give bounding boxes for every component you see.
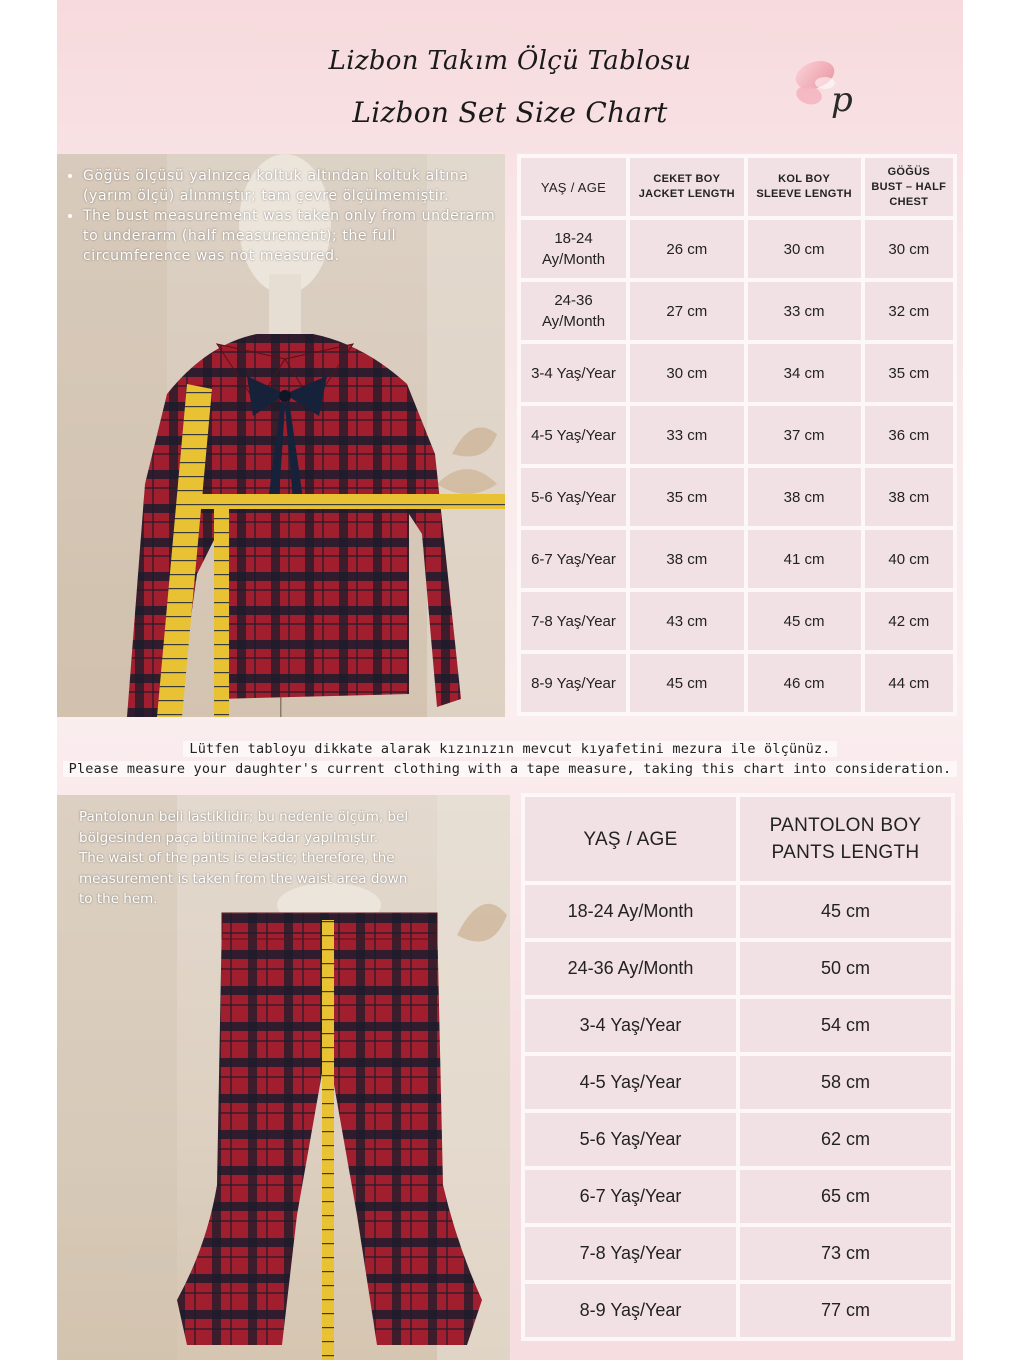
age-cell: 18-24 Ay/Month [525, 885, 736, 938]
table-row [525, 999, 951, 1052]
jacket-measurement-note [65, 166, 497, 266]
age-cell: 4-5 Yaş/Year [521, 406, 626, 464]
jacket-length-cell: 35 cm [630, 468, 744, 526]
table-row [521, 530, 953, 588]
note-line: The waist of the pants is elastic; therefore, the [79, 850, 395, 866]
header-age: YAŞ / AGE [521, 158, 626, 216]
age-cell: 4-5 Yaş/Year [525, 1056, 736, 1109]
title-english: Lizbon Set Size Chart [352, 96, 668, 129]
pants-size-table [521, 793, 955, 1341]
jacket-length-cell: 27 cm [630, 282, 744, 340]
sleeve-length-cell: 46 cm [748, 654, 861, 712]
title-turkish: Lizbon Takım Ölçü Tablosu [328, 46, 692, 76]
note-line: bölgesinden paça bitimine kadar yapılmıştır. [79, 829, 379, 846]
svg-text:p: p [831, 80, 853, 120]
sleeve-length-cell: 30 cm [748, 220, 861, 278]
pants-length-cell: 65 cm [740, 1170, 951, 1223]
age-cell: 6-7 Yaş/Year [521, 530, 626, 588]
header-age: YAŞ / AGE [525, 797, 736, 881]
table-header-row [525, 797, 951, 881]
table-row [521, 654, 953, 712]
pants-photo [57, 795, 510, 1360]
note-bust-turkish: • Göğüs ölçüsü yalnızca koltuk altından koltuk altına (yarım ölçü) alınmıştır; tam çevre ölçülmemiştir. [83, 166, 497, 206]
note-line: Pantolonun beli lastiklidir; bu nedenle ölçüm, bel [79, 809, 409, 825]
age-cell: 6-7 Yaş/Year [525, 1170, 736, 1223]
sleeve-length-cell: 33 cm [748, 282, 861, 340]
age-cell: 5-6 Yaş/Year [521, 468, 626, 526]
age-cell: 24-36 Ay/Month [525, 942, 736, 995]
age-cell: 7-8 Yaş/Year [521, 592, 626, 650]
sleeve-length-cell: 34 cm [748, 344, 861, 402]
jacket-length-cell: 45 cm [630, 654, 744, 712]
jacket-length-cell: 43 cm [630, 592, 744, 650]
pants-length-cell: 50 cm [740, 942, 951, 995]
bust-cell: 32 cm [865, 282, 953, 340]
jacket-photo [57, 154, 505, 717]
table-row [525, 1227, 951, 1280]
sleeve-length-cell: 41 cm [748, 530, 861, 588]
jacket-size-table [517, 154, 957, 716]
size-chart-panel [57, 0, 963, 1360]
pants-length-cell: 73 cm [740, 1227, 951, 1280]
jacket-length-cell: 26 cm [630, 220, 744, 278]
table-row [525, 942, 951, 995]
age-cell: 8-9 Yaş/Year [521, 654, 626, 712]
age-cell: 24-36 Ay/Month [521, 282, 626, 340]
table-header-row [521, 158, 953, 216]
table-row [525, 885, 951, 938]
jacket-length-cell: 30 cm [630, 344, 744, 402]
header-pants-length: PANTOLON BOY PANTS LENGTH [740, 797, 951, 881]
note-bust-english: • The bust measurement was taken only from underarm to underarm (half measurement); the full circumference was not measured. [83, 206, 497, 266]
pants-length-cell: 54 cm [740, 999, 951, 1052]
table-row [521, 406, 953, 464]
bust-cell: 30 cm [865, 220, 953, 278]
table-row [521, 220, 953, 278]
sleeve-length-cell: 37 cm [748, 406, 861, 464]
bust-cell: 42 cm [865, 592, 953, 650]
age-cell: 18-24 Ay/Month [521, 220, 626, 278]
table-row [521, 282, 953, 340]
age-cell: 7-8 Yaş/Year [525, 1227, 736, 1280]
jacket-length-cell: 33 cm [630, 406, 744, 464]
table-row [525, 1170, 951, 1223]
table-row [521, 468, 953, 526]
table-row [525, 1056, 951, 1109]
instruction-turkish: Lütfen tabloyu dikkate alarak kızınızın mevcut kıyafetini mezura ile ölçünüz. [57, 741, 963, 757]
bust-cell: 44 cm [865, 654, 953, 712]
sleeve-length-cell: 45 cm [748, 592, 861, 650]
header-jacket-length: CEKET BOY JACKET LENGTH [630, 158, 744, 216]
age-cell: 3-4 Yaş/Year [525, 999, 736, 1052]
instruction-english: Please measure your daughter's current clothing with a tape measure, taking this chart into consideration. [57, 761, 963, 777]
age-cell: 5-6 Yaş/Year [525, 1113, 736, 1166]
pants-length-cell: 45 cm [740, 885, 951, 938]
table-row [525, 1113, 951, 1166]
note-line: measurement is taken from the waist area down [79, 870, 408, 887]
age-cell: 8-9 Yaş/Year [525, 1284, 736, 1337]
header-bust: GÖĞÜS BUST – HALF CHEST [865, 158, 953, 216]
table-row [521, 344, 953, 402]
butterfly-logo-icon [785, 45, 865, 125]
note-line: to the hem. [79, 891, 158, 907]
header-sleeve-length: KOL BOY SLEEVE LENGTH [748, 158, 861, 216]
jacket-length-cell: 38 cm [630, 530, 744, 588]
bust-cell: 40 cm [865, 530, 953, 588]
table-row [521, 592, 953, 650]
pants-length-cell: 62 cm [740, 1113, 951, 1166]
pants-measurement-note [79, 807, 424, 910]
bust-cell: 38 cm [865, 468, 953, 526]
pants-length-cell: 58 cm [740, 1056, 951, 1109]
age-cell: 3-4 Yaş/Year [521, 344, 626, 402]
bust-cell: 36 cm [865, 406, 953, 464]
table-row [525, 1284, 951, 1337]
pants-length-cell: 77 cm [740, 1284, 951, 1337]
bust-cell: 35 cm [865, 344, 953, 402]
sleeve-length-cell: 38 cm [748, 468, 861, 526]
